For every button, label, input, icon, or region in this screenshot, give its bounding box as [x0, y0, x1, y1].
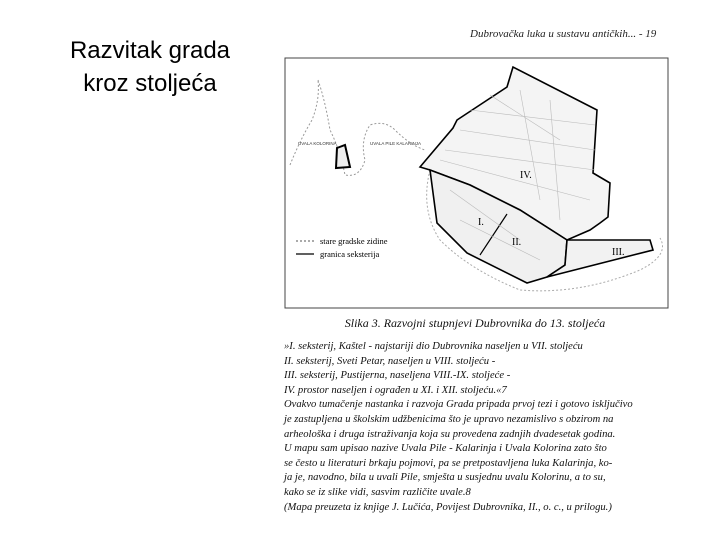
- running-header: Dubrovačka luka u sustavu antičkih... - 19: [470, 28, 657, 40]
- text-line: Ovakvo tumačenje nastanka i razvoja Grada pripada prvoj tezi i gotovo isključivo: [284, 399, 633, 411]
- slide-title: [20, 34, 280, 100]
- scan-body-text: [284, 340, 684, 515]
- text-line: (Mapa preuzeta iz knjige J. Lučića, Povijest Dubrovnika, II., o. c., u prilogu.): [284, 501, 612, 513]
- text-line: arheološka i druga istraživanja koja su provedena zadnjih dvadesetak godina.: [284, 428, 616, 440]
- sector-label-ii: II.: [512, 237, 522, 248]
- fort-shape: [336, 145, 350, 168]
- sector-label-iv: IV.: [520, 170, 532, 181]
- text-line: »I. seksterij, Kaštel - najstariji dio Dubrovnika naseljen u VII. stoljeću: [284, 341, 583, 352]
- text-line: III. seksterij, Pustijerna, naseljena VIII.-IX. stoljeće -: [284, 370, 511, 382]
- label-pile: UVALA PILE KALARINJA: [370, 141, 421, 146]
- coastline: [290, 80, 425, 175]
- text-line: IV. prostor naseljen i ograđen u XI. i XII. stoljeću.«7: [284, 384, 507, 396]
- city-map: [283, 55, 673, 311]
- text-line: je zastupljena u školskim udžbenicima što je upravo nezamislivo s obzirom na: [284, 413, 614, 425]
- figure-caption: Slika 3. Razvojni stupnjevi Dubrovnika do 13. stoljeća: [344, 316, 606, 330]
- sector-label-i: I.: [478, 217, 484, 228]
- text-line: II. seksterij, Sveti Petar, naseljen u VIII. stoljeću -: [284, 355, 496, 367]
- text-line: kako se iz slike vidi, sasvim različite uvale.8: [284, 486, 471, 498]
- sector-label-iii: III.: [612, 247, 625, 258]
- title-line: kroz stoljeća: [83, 70, 217, 97]
- legend-walls: stare gradske zidine: [320, 236, 388, 246]
- label-kolorina: UVALA KOLORINA: [298, 141, 337, 146]
- text-line: se često u literaturi brkaju pojmovi, pa se pretpostavljena luka Kalarinja, ko-: [284, 457, 613, 469]
- text-line: ja je, navodno, bila u uvali Pile, smješta u susjednu uvalu Kolorinu, a to su,: [284, 472, 606, 484]
- title-line: Razvitak grada: [69, 37, 231, 64]
- legend-boundary: granica seksterija: [320, 249, 380, 259]
- text-line: U mapu sam upisao nazive Uvala Pile - Kalarinja i Uvala Kolorina zato što: [284, 443, 607, 455]
